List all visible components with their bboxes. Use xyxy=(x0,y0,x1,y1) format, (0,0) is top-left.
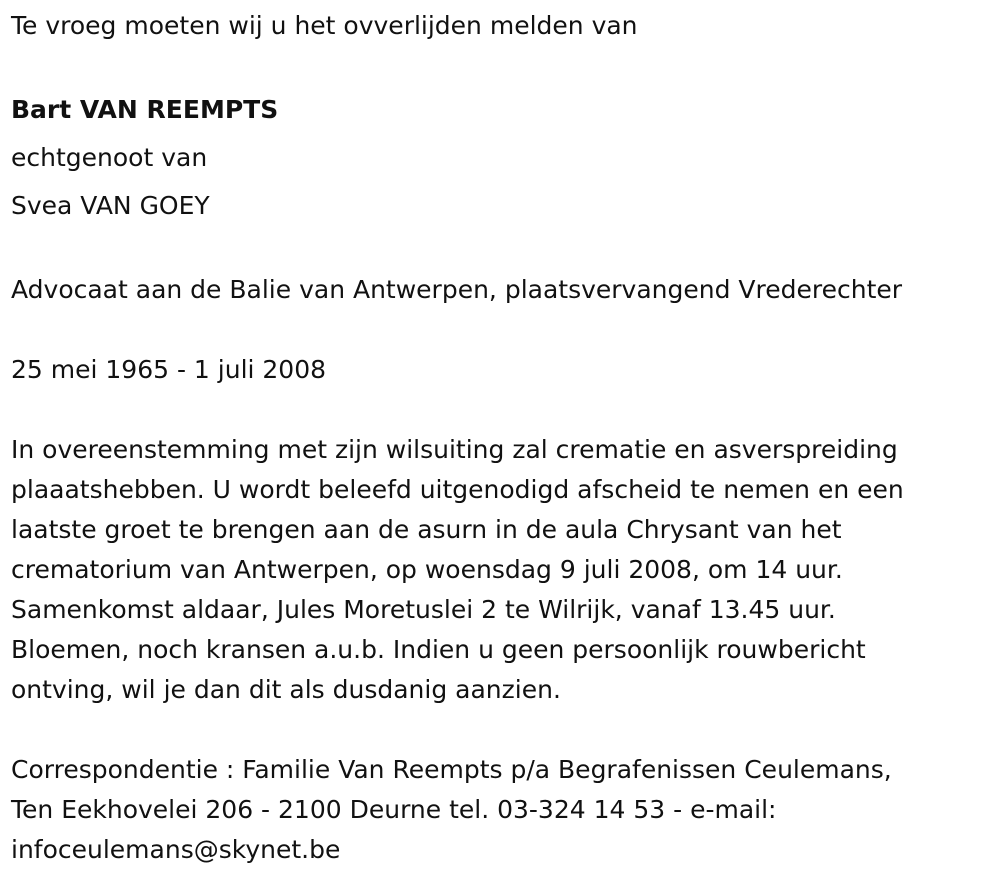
profession-text: Advocaat aan de Balie van Antwerpen, plaatsvervangend Vrederechter xyxy=(11,275,903,304)
intro-text: Te vroeg moeten wij u het ovverlijden melden van xyxy=(11,11,638,40)
spacer xyxy=(11,310,986,350)
deceased-name: Bart VAN REEMPTS xyxy=(11,95,279,124)
email-address[interactable]: infoceulemans@skynet.be xyxy=(11,835,341,864)
ceremony-line: Bloemen, noch kransen a.u.b. Indien u geen persoonlijk rouwbericht xyxy=(11,635,866,664)
relation-text: echtgenoot van xyxy=(11,143,208,172)
ceremony-line: ontving, wil je dan dit als dusdanig aanzien. xyxy=(11,675,561,704)
ceremony-line: plaaatshebben. U wordt beleefd uitgenodigd afscheid te nemen en een xyxy=(11,475,904,504)
ceremony-line: laatste groet te brengen aan de asurn in de aula Chrysant van het xyxy=(11,515,842,544)
spacer xyxy=(11,230,986,270)
correspondence-paragraph xyxy=(11,750,986,870)
spacer xyxy=(11,710,986,750)
ceremony-paragraph xyxy=(11,430,986,710)
ceremony-line: In overeenstemming met zijn wilsuiting zal crematie en asverspreiding xyxy=(11,435,898,464)
spacer xyxy=(11,390,986,430)
ceremony-line: Samenkomst aldaar, Jules Moretuslei 2 te Wilrijk, vanaf 13.45 uur. xyxy=(11,595,836,624)
correspondence-line: Correspondentie : Familie Van Reempts p/a Begrafenissen Ceulemans, xyxy=(11,755,892,784)
correspondence-line: Ten Eekhovelei 206 - 2100 Deurne tel. 03-324 14 53 - e-mail: xyxy=(11,795,777,824)
ceremony-line: crematorium van Antwerpen, op woensdag 9 juli 2008, om 14 uur. xyxy=(11,555,843,584)
life-dates: 25 mei 1965 - 1 juli 2008 xyxy=(11,355,327,384)
spouse-name: Svea VAN GOEY xyxy=(11,191,210,220)
